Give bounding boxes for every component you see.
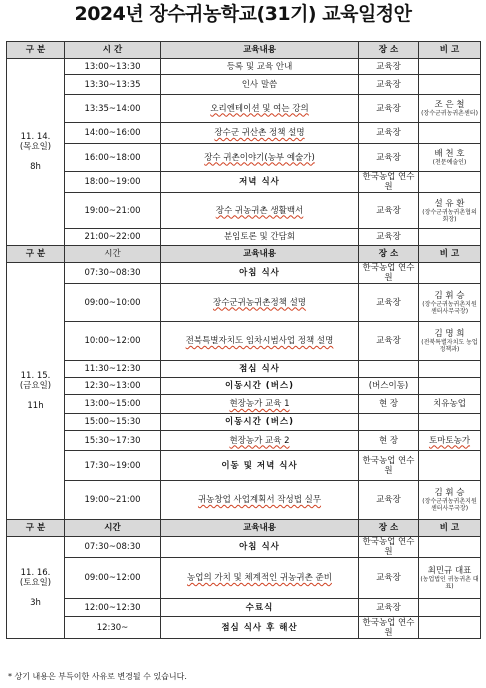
place-cell: 교육장 [359,75,419,95]
content-cell: 이동 및 저녁 식사 [161,451,359,481]
footnote: * 상기 내용은 부득이한 사유로 변경될 수 있습니다. [8,672,187,681]
day-date: 11. 14. [20,132,51,142]
content-cell [161,144,359,172]
time-cell: 19:00~21:00 [65,193,161,229]
time-cell: 15:30~17:30 [65,431,161,451]
time-cell: 15:00~15:30 [65,414,161,431]
lecturer-name: 김 휘 승 [434,488,465,498]
place-cell: (버스이동) [359,378,419,395]
header-gubun: 구 분 [7,42,65,59]
content-text: 현장농가 교육 1 [229,399,290,409]
content-text: 귀농창업 사업계획서 작성법 실무 [197,495,322,505]
day-weekday: (금요일) [19,381,52,391]
note-cell [419,414,481,431]
content-cell [161,123,359,144]
header-content: 교육내용 [161,246,359,263]
header-time: 시간 [65,246,161,263]
place-cell: 교육장 [359,95,419,123]
table-row [7,284,481,322]
place-cell: 한국농업 연수원 [359,617,419,639]
time-cell: 13:35~14:00 [65,95,161,123]
table-row [7,617,481,639]
content-cell [161,481,359,520]
content-cell: 이동시간 (버스) [161,414,359,431]
lecturer-affiliation: (천문예술인) [432,159,467,166]
place-cell [359,361,419,378]
note-cell [419,451,481,481]
table-row [7,229,481,246]
table-row [7,322,481,361]
note-cell [419,59,481,75]
place-cell: 교육장 [359,284,419,322]
day-weekday: (토요일) [19,577,52,588]
place-cell: 교육장 [359,322,419,361]
note-cell [419,193,481,229]
place-cell: 교육장 [359,59,419,75]
note-cell [419,284,481,322]
time-cell: 12:00~12:30 [65,599,161,617]
table-row [7,451,481,481]
day-hours: 11h [27,401,44,411]
note-cell [419,123,481,144]
place-cell: 교육장 [359,558,419,599]
day-cell [7,263,65,520]
lecturer-name: 설 유 환 [434,198,465,209]
header-note: 비 고 [419,520,481,537]
content-cell: 점심 식사 [161,361,359,378]
place-cell: 교육장 [359,123,419,144]
content-cell: 분임토론 및 간담회 [161,229,359,246]
place-cell [359,414,419,431]
time-cell: 07:30~08:30 [65,263,161,284]
note-text: 토마토농가 [428,435,471,446]
lecturer-affiliation: (장수군귀농귀촌지원센터사무국장) [422,300,477,315]
day-cell [7,537,65,639]
content-cell: 등록 및 교육 안내 [161,59,359,75]
content-cell: 저녁 식사 [161,172,359,193]
table-row [7,95,481,123]
time-cell: 09:00~10:00 [65,284,161,322]
header-gubun: 구 분 [7,520,65,537]
table-row [7,599,481,617]
time-cell: 12:30~13:00 [65,378,161,395]
content-text: 장수군귀농귀촌정책 설명 [212,297,307,308]
note-cell [419,172,481,193]
time-cell: 12:30~ [65,617,161,639]
content-cell [161,284,359,322]
note-cell [419,558,481,599]
day-hours: 8h [30,162,41,172]
note-cell [419,322,481,361]
header-gubun: 구 분 [7,246,65,263]
header-place: 장 소 [359,520,419,537]
table-row [7,481,481,520]
table-row [7,395,481,414]
time-cell: 19:00~21:00 [65,481,161,520]
content-cell: 아침 식사 [161,263,359,284]
table-row [7,172,481,193]
content-cell [161,431,359,451]
time-cell: 13:30~13:35 [65,75,161,95]
time-cell: 07:30~08:30 [65,537,161,558]
content-text: 현장농가 교육 2 [229,435,290,446]
table-row [7,75,481,95]
lecturer-affiliation: (농업법인 귀농귀촌 대표) [420,576,479,590]
time-cell: 14:00~16:00 [65,123,161,144]
header-place: 장 소 [359,42,419,59]
place-cell: 교육장 [359,193,419,229]
place-cell: 교육장 [359,599,419,617]
table-row [7,431,481,451]
time-cell: 21:00~22:00 [65,229,161,246]
page-title: 2024년 장수귀농학교(31기) 교육일정안 [74,3,412,25]
content-cell [161,395,359,414]
place-cell: 한국농업 연수원 [359,172,419,193]
lecturer-name: 조 은 철 [434,100,465,110]
table-row [7,414,481,431]
lecturer-name: 김 명 희 [434,329,465,339]
lecturer-affiliation: (장수군귀농귀촌센터) [421,110,478,117]
lecturer-affiliation: (전북특별자치도 농업정책과) [421,339,478,353]
time-cell: 17:30~19:00 [65,451,161,481]
table-header [7,520,481,537]
content-text: 장수 귀농귀촌 생활백서 [215,205,304,216]
table-row [7,59,481,75]
table-header [7,42,481,59]
table-row [7,537,481,558]
table-row [7,193,481,229]
content-text: 농업의 가치 및 체계적인 귀농귀촌 준비 [187,573,332,583]
lecturer-affiliation: (장수군귀농귀촌협의회장) [422,208,477,223]
lecturer-name: 배 천 호 [434,149,465,159]
content-cell [161,95,359,123]
content-text: 장수 귀촌이야기(농부 예술가) [204,152,315,163]
content-cell: 수료식 [161,599,359,617]
note-cell [419,229,481,246]
time-cell: 13:00~15:00 [65,395,161,414]
note-cell [419,599,481,617]
lecturer-affiliation: (장수군귀농귀촌지원센터사무국장) [422,498,477,512]
table-row [7,123,481,144]
place-cell: 교육장 [359,229,419,246]
table-header [7,246,481,263]
note-cell [419,481,481,520]
time-cell: 13:00~13:30 [65,59,161,75]
header-time: 시 간 [65,42,161,59]
schedule-table [6,41,481,639]
note-cell [419,75,481,95]
content-cell [161,193,359,229]
time-cell: 18:00~19:00 [65,172,161,193]
time-cell: 11:30~12:30 [65,361,161,378]
table-row [7,263,481,284]
content-cell [161,558,359,599]
place-cell: 한국농업 연수원 [359,537,419,558]
note-cell [419,144,481,172]
table-row [7,378,481,395]
place-cell: 한국농업 연수원 [359,263,419,284]
place-cell: 한국농업 연수원 [359,451,419,481]
time-cell: 16:00~18:00 [65,144,161,172]
header-note: 비 고 [419,246,481,263]
lecturer-name: 최민규 대표 [427,566,472,576]
day-weekday: (목요일) [19,142,52,152]
content-cell: 점심 식사 후 해산 [161,617,359,639]
note-cell [419,537,481,558]
place-cell: 교육장 [359,144,419,172]
place-cell: 현 장 [359,431,419,451]
content-cell [161,322,359,361]
header-time: 시간 [65,520,161,537]
note-cell [419,95,481,123]
note-cell [419,361,481,378]
day-hours: 3h [30,597,41,608]
note-cell [419,378,481,395]
note-cell: 치유농업 [419,395,481,414]
lecturer-name: 김 휘 승 [434,290,465,301]
content-cell: 아침 식사 [161,537,359,558]
header-place: 장 소 [359,246,419,263]
content-cell: 이동시간 (버스) [161,378,359,395]
place-cell: 현 장 [359,395,419,414]
note-cell [419,263,481,284]
day-date: 11. 16. [20,567,51,578]
content-text: 전북특별자치도 임차시범사업 정책 설명 [185,336,334,346]
content-text: 오리엔테이션 및 여는 강의 [210,103,309,114]
note-cell [419,617,481,639]
day-date: 11. 15. [20,371,51,381]
time-cell: 10:00~12:00 [65,322,161,361]
time-cell: 09:00~12:00 [65,558,161,599]
header-note: 비 고 [419,42,481,59]
table-row [7,144,481,172]
place-cell: 교육장 [359,481,419,520]
day-cell [7,59,65,246]
content-text: 장수군 귀산촌 정책 설명 [214,128,305,138]
header-content: 교육내용 [161,42,359,59]
note-cell [419,431,481,451]
table-row [7,361,481,378]
table-row [7,558,481,599]
content-cell: 인사 말씀 [161,75,359,95]
header-content: 교육내용 [161,520,359,537]
